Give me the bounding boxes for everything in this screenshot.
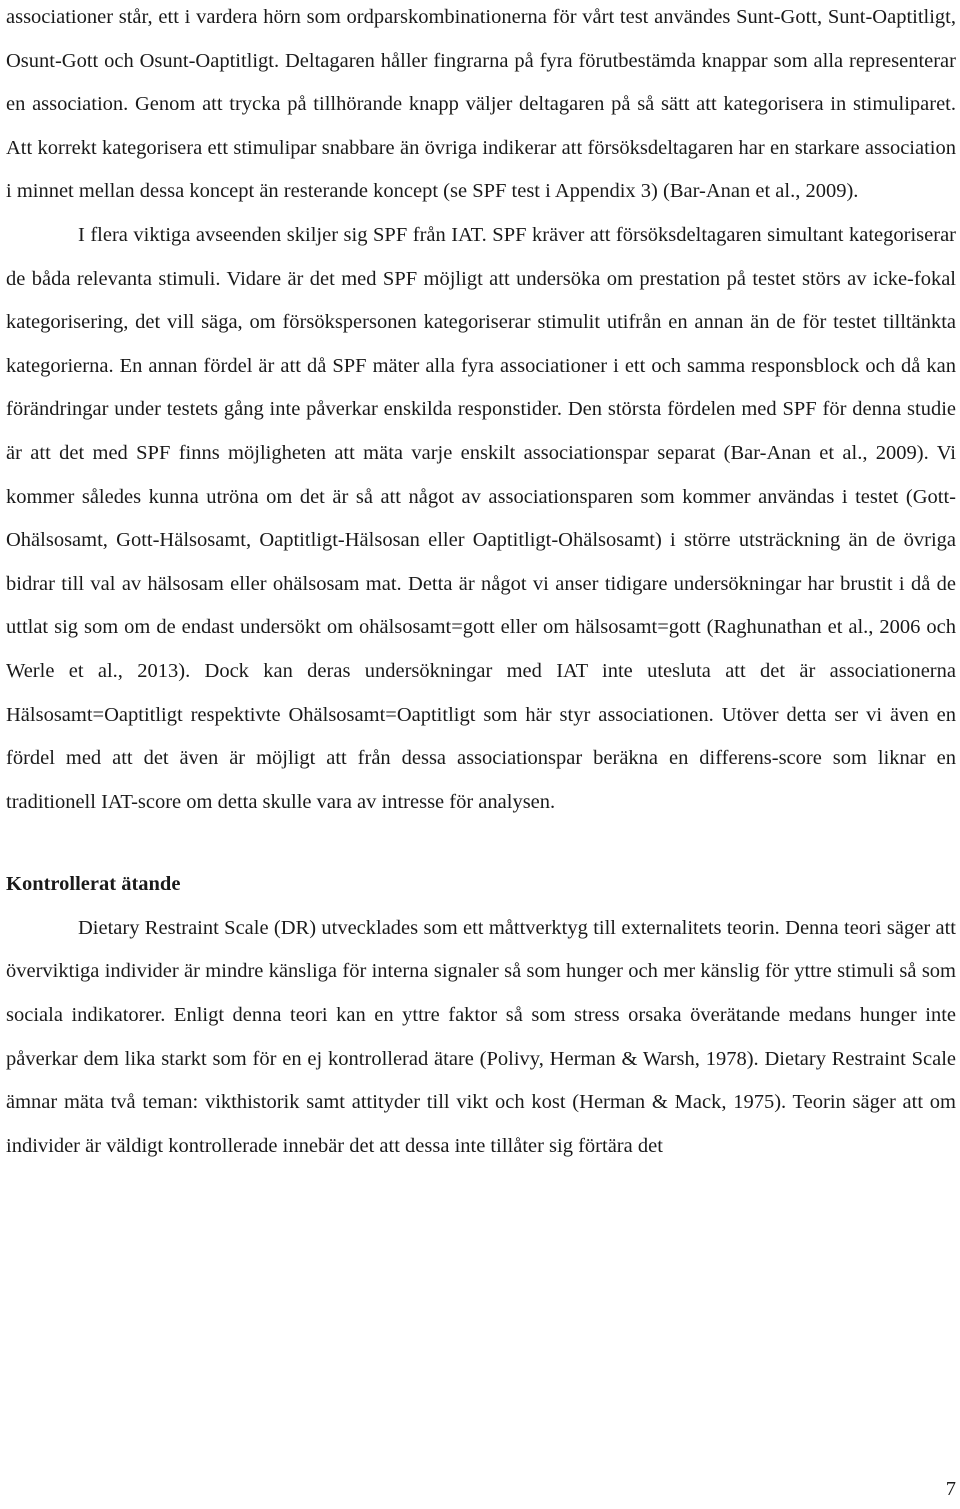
section-heading: Kontrollerat ätande — [6, 873, 181, 896]
page-number: 7 — [945, 1478, 956, 1500]
body-paragraph-dietary-restraint: Dietary Restraint Scale (DR) utvecklades som ett måttverktyg till externalitets teorin. Denna teori säger att överviktiga individer är mindre känsliga för interna signaler så som hunger och mer känslig för yttre stimuli så som sociala indikatorer. Enligt denna teori kan en yttre faktor så som stress orsaka överätande medans hunger inte påverkar dem lika starkt som för en ej kontrollerad ätare (Polivy, Herman & Warsh, 1978). Dietary Restraint Scale ämnar mäta två teman: vikthistorik samt attityder till vikt och kost (Herman & Mack, 1975). Teorin säger att om individer är väldigt kontrollerade innebär det att dessa inte tillåter sig förtära det — [6, 916, 956, 1157]
document-page — [6, 0, 956, 1168]
body-paragraph-spf-vs-iat: I flera viktiga avseenden skiljer sig SPF från IAT. SPF kräver att försöksdeltagaren simultant kategoriserar de båda relevanta stimuli. Vidare är det med SPF möjligt att undersöka om prestation på testet störs av icke-fokal kategorisering, det vill säga, om försökspersonen kategoriserar stimulit utifrån en annan än de för testet tilltänkta kategorierna. En annan fördel är att då SPF mäter alla fyra associationer i ett och samma responsblock och då kan förändringar under testets gång inte påverkar enskilda responstider. Den största fördelen med SPF för denna studie är att det med SPF finns möjligheten att mäta varje enskilt associationspar separat (Bar-Anan et al., 2009). Vi kommer således kunna utröna om det är så att något av associationsparen som kommer användas i testet (Gott-Ohälsosamt, Gott-Hälsosamt, Oaptitligt-Hälsosan eller Oaptitligt-Ohälsosamt) i större utsträckning än de övriga bidrar till val av hälsosam eller ohälsosam mat. Detta är något vi anser tidigare undersökningar har brustit i då de uttlat sig som om de endast undersökt om ohälsosamt=gott eller om hälsosamt=gott (Raghunathan et al., 2006 och Werle et al., 2013). Dock kan deras undersökningar med IAT inte utesluta att det är associationerna Hälsosamt=Oaptitligt respektivte Ohälsosamt=Oaptitligt som här styr associationen. Utöver detta ser vi även en fördel med att det även är möjligt att från dessa associationspar beräkna en differens-score som liknar en traditionell IAT-score om detta skulle vara av intresse för analysen. — [6, 223, 956, 813]
body-paragraph-spf-description: associationer står, ett i vardera hörn som ordparskombinationerna för vårt test användes Sunt-Gott, Sunt-Oaptitligt, Osunt-Gott och Osunt-Oaptitligt. Deltagaren håller fingrarna på fyra förutbestämda knappar som alla representerar en association. Genom att trycka på tillhörande knapp väljer deltagaren på så sätt att kategorisera in stimuliparet. Att korrekt kategorisera ett stimulipar snabbare än övriga indikerar att försöksdeltagaren har en starkare association i minnet mellan dessa koncept än resterande koncept (se SPF test i Appendix 3) (Bar-Anan et al., 2009). — [6, 6, 956, 203]
